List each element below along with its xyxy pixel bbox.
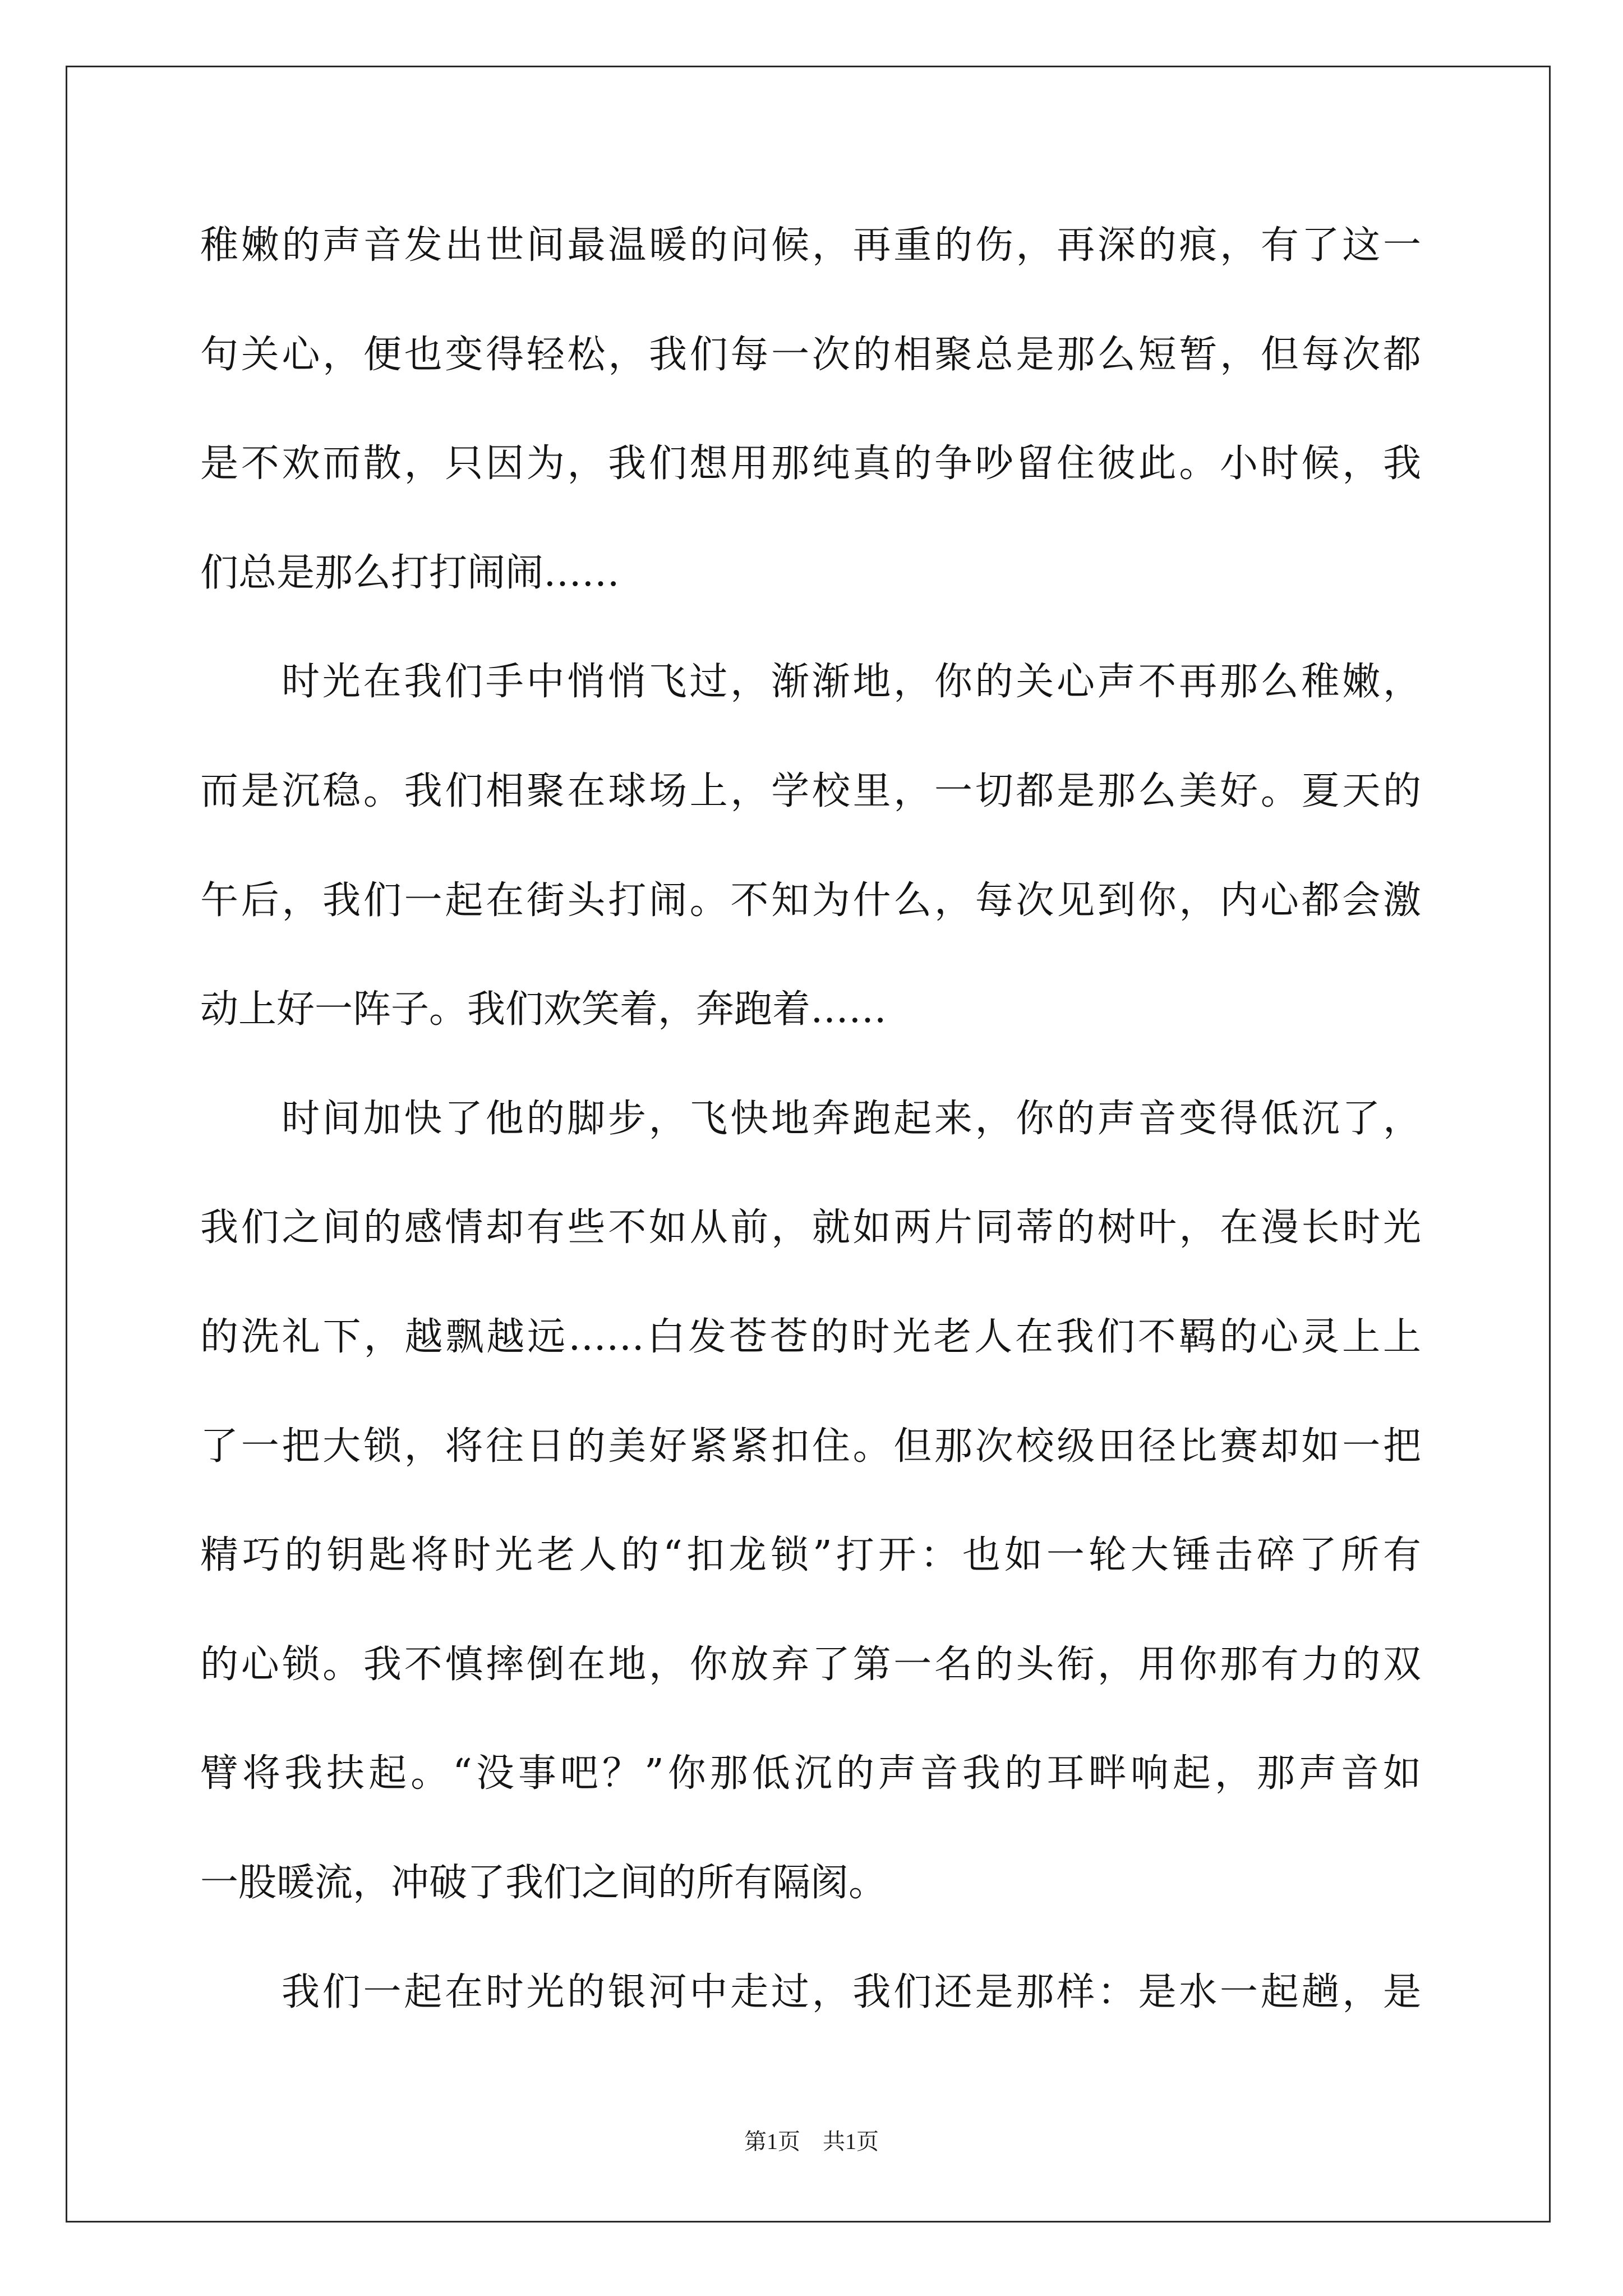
paragraph [200, 628, 1421, 1064]
text-line: 我们一起在时光的银河中走过，我们还是那样：是水一起趟，是 [282, 1970, 1421, 2014]
paragraph [200, 1938, 1421, 2047]
text-line: 时间加快了他的脚步，飞快地奔跑起来，你的声音变得低沉了， [282, 1096, 1421, 1141]
text-line: 句关心，便也变得轻松，我们每一次的相聚总是那么短暂，但每次都 [200, 332, 1421, 377]
text-line: 是不欢而散，只因为，我们想用那纯真的争吵留住彼此。小时候，我 [200, 441, 1421, 486]
text-line: 臂将我扶起。“没事吧？”你那低沉的声音我的耳畔响起，那声音如 [200, 1751, 1421, 1796]
text-line: 了一把大锁，将往日的美好紧紧扣住。但那次校级田径比赛却如一把 [200, 1424, 1421, 1469]
text-line: 的心锁。我不慎摔倒在地，你放弃了第一名的头衔，用你那有力的双 [200, 1642, 1421, 1687]
document-body [200, 191, 1421, 2047]
paragraph [200, 191, 1421, 628]
text-line: 精巧的钥匙将时光老人的“扣龙锁”打开：也如一轮大锤击碎了所有 [200, 1533, 1421, 1578]
text-line: 时光在我们手中悄悄飞过，渐渐地，你的关心声不再那么稚嫩， [282, 660, 1421, 705]
text-line: 我们之间的感情却有些不如从前，就如两片同蒂的树叶，在漫长时光 [200, 1205, 1421, 1250]
text-line: 的洗礼下，越飘越远……白发苍苍的时光老人在我们不羁的心灵上上 [200, 1314, 1421, 1359]
page-footer: 第1页 共1页 [744, 2129, 879, 2154]
text-line: 稚嫩的声音发出世间最温暖的问候，再重的伤，再深的痕，有了这一 [200, 223, 1421, 268]
text-line: 一股暖流，冲破了我们之间的所有隔阂。 [200, 1860, 887, 1905]
text-line: 动上好一阵子。我们欢笑着，奔跑着…… [200, 987, 887, 1032]
text-line: 而是沉稳。我们相聚在球场上，学校里，一切都是那么美好。夏天的 [200, 769, 1421, 813]
text-line: 们总是那么打打闹闹…… [200, 550, 620, 595]
paragraph [200, 1065, 1421, 1938]
text-line: 午后，我们一起在街头打闹。不知为什么，每次见到你，内心都会激 [200, 878, 1421, 923]
